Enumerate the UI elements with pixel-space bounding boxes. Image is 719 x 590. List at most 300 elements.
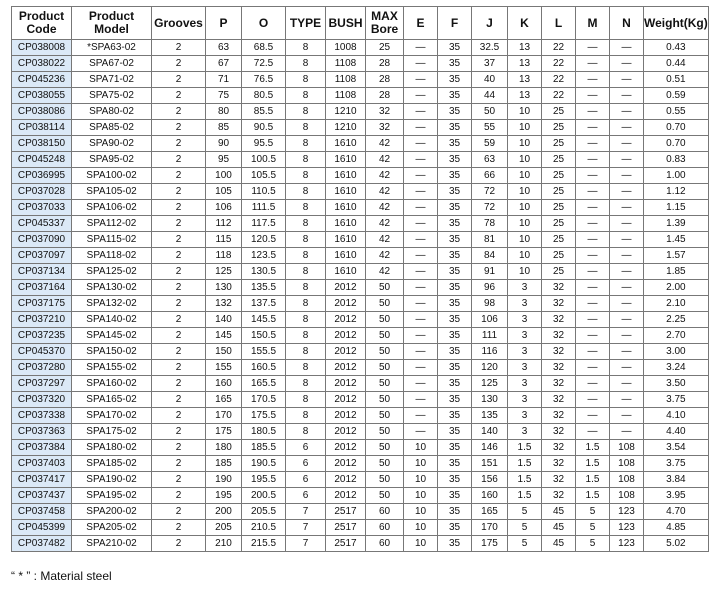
cell-n: —: [610, 104, 644, 120]
cell-max-bore: 50: [366, 440, 404, 456]
cell-bush: 2012: [326, 472, 366, 488]
cell-m: —: [576, 248, 610, 264]
cell-j: 140: [472, 424, 508, 440]
table-row: [12, 104, 709, 120]
cell-l: 25: [542, 120, 576, 136]
cell-e: —: [404, 328, 438, 344]
cell-e: —: [404, 360, 438, 376]
cell-l: 25: [542, 168, 576, 184]
cell-l: 32: [542, 312, 576, 328]
cell-bush: 2012: [326, 328, 366, 344]
cell-n: 123: [610, 504, 644, 520]
cell-grooves: 2: [152, 56, 206, 72]
cell-e: —: [404, 344, 438, 360]
cell-bush: 2012: [326, 360, 366, 376]
cell-grooves: 2: [152, 440, 206, 456]
cell-n: —: [610, 296, 644, 312]
cell-type: 6: [286, 472, 326, 488]
cell-l: 32: [542, 440, 576, 456]
cell-weight: 4.85: [644, 520, 709, 536]
cell-max-bore: 50: [366, 392, 404, 408]
cell-grooves: 2: [152, 120, 206, 136]
cell-k: 10: [508, 232, 542, 248]
cell-type: 6: [286, 456, 326, 472]
cell-j: 116: [472, 344, 508, 360]
cell-n: —: [610, 344, 644, 360]
table-row: [12, 440, 709, 456]
cell-bush: 2517: [326, 504, 366, 520]
cell-n: —: [610, 312, 644, 328]
cell-product-model: SPA67-02: [72, 56, 152, 72]
table-row: [12, 200, 709, 216]
cell-weight: 3.75: [644, 456, 709, 472]
cell-n: —: [610, 200, 644, 216]
cell-m: 1.5: [576, 440, 610, 456]
cell-m: 5: [576, 504, 610, 520]
cell-l: 32: [542, 456, 576, 472]
cell-product-code: CP038022: [12, 56, 72, 72]
cell-k: 10: [508, 184, 542, 200]
cell-k: 1.5: [508, 472, 542, 488]
cell-l: 25: [542, 248, 576, 264]
cell-k: 13: [508, 72, 542, 88]
cell-j: 32.5: [472, 40, 508, 56]
cell-product-model: SPA195-02: [72, 488, 152, 504]
cell-grooves: 2: [152, 376, 206, 392]
cell-m: —: [576, 88, 610, 104]
cell-p: 67: [206, 56, 242, 72]
cell-grooves: 2: [152, 472, 206, 488]
cell-o: 135.5: [242, 280, 286, 296]
table-row: [12, 88, 709, 104]
cell-product-code: CP037320: [12, 392, 72, 408]
cell-j: 81: [472, 232, 508, 248]
cell-f: 35: [438, 152, 472, 168]
cell-type: 8: [286, 72, 326, 88]
cell-k: 10: [508, 152, 542, 168]
cell-l: 32: [542, 296, 576, 312]
cell-grooves: 2: [152, 296, 206, 312]
cell-type: 8: [286, 200, 326, 216]
cell-type: 8: [286, 56, 326, 72]
cell-k: 3: [508, 376, 542, 392]
cell-product-model: SPA105-02: [72, 184, 152, 200]
cell-product-code: CP037028: [12, 184, 72, 200]
cell-p: 105: [206, 184, 242, 200]
cell-l: 32: [542, 328, 576, 344]
cell-l: 32: [542, 424, 576, 440]
cell-bush: 1610: [326, 168, 366, 184]
table-row: [12, 296, 709, 312]
cell-p: 71: [206, 72, 242, 88]
cell-grooves: 2: [152, 408, 206, 424]
cell-n: —: [610, 376, 644, 392]
cell-e: —: [404, 376, 438, 392]
cell-n: —: [610, 120, 644, 136]
table-row: [12, 168, 709, 184]
cell-m: —: [576, 328, 610, 344]
table-row: [12, 184, 709, 200]
cell-bush: 2012: [326, 440, 366, 456]
cell-e: —: [404, 40, 438, 56]
cell-o: 200.5: [242, 488, 286, 504]
cell-grooves: 2: [152, 88, 206, 104]
cell-weight: 3.50: [644, 376, 709, 392]
cell-j: 63: [472, 152, 508, 168]
table-row: [12, 328, 709, 344]
cell-j: 111: [472, 328, 508, 344]
cell-m: —: [576, 56, 610, 72]
cell-grooves: 2: [152, 72, 206, 88]
cell-product-code: CP045248: [12, 152, 72, 168]
cell-weight: 3.84: [644, 472, 709, 488]
cell-f: 35: [438, 120, 472, 136]
cell-m: —: [576, 200, 610, 216]
cell-product-code: CP045236: [12, 72, 72, 88]
table-header-row: [12, 7, 709, 40]
cell-f: 35: [438, 88, 472, 104]
cell-p: 75: [206, 88, 242, 104]
cell-l: 32: [542, 472, 576, 488]
cell-grooves: 2: [152, 344, 206, 360]
header-product-code: Product Code: [12, 7, 72, 40]
cell-weight: 2.25: [644, 312, 709, 328]
cell-type: 8: [286, 120, 326, 136]
cell-product-model: SPA125-02: [72, 264, 152, 280]
cell-l: 45: [542, 520, 576, 536]
cell-o: 137.5: [242, 296, 286, 312]
cell-m: —: [576, 360, 610, 376]
cell-m: 1.5: [576, 472, 610, 488]
cell-bush: 1108: [326, 72, 366, 88]
cell-product-model: SPA112-02: [72, 216, 152, 232]
cell-l: 32: [542, 488, 576, 504]
cell-f: 35: [438, 456, 472, 472]
cell-weight: 1.45: [644, 232, 709, 248]
cell-p: 85: [206, 120, 242, 136]
cell-grooves: 2: [152, 504, 206, 520]
cell-j: 72: [472, 184, 508, 200]
cell-type: 7: [286, 536, 326, 552]
header-m: M: [576, 7, 610, 40]
cell-n: —: [610, 232, 644, 248]
cell-max-bore: 28: [366, 88, 404, 104]
cell-n: —: [610, 136, 644, 152]
cell-f: 35: [438, 264, 472, 280]
cell-f: 35: [438, 104, 472, 120]
cell-p: 100: [206, 168, 242, 184]
cell-e: —: [404, 248, 438, 264]
cell-e: 10: [404, 488, 438, 504]
cell-n: —: [610, 248, 644, 264]
cell-p: 106: [206, 200, 242, 216]
cell-l: 22: [542, 40, 576, 56]
table-row: [12, 152, 709, 168]
cell-e: —: [404, 200, 438, 216]
cell-type: 8: [286, 248, 326, 264]
cell-max-bore: 50: [366, 376, 404, 392]
cell-max-bore: 32: [366, 120, 404, 136]
cell-o: 180.5: [242, 424, 286, 440]
cell-e: 10: [404, 440, 438, 456]
cell-weight: 3.75: [644, 392, 709, 408]
footnote: “ * ” : Material steel: [11, 569, 112, 583]
header-f: F: [438, 7, 472, 40]
cell-p: 130: [206, 280, 242, 296]
cell-product-code: CP037403: [12, 456, 72, 472]
cell-l: 32: [542, 280, 576, 296]
cell-bush: 2517: [326, 520, 366, 536]
cell-bush: 2012: [326, 312, 366, 328]
cell-j: 120: [472, 360, 508, 376]
cell-product-model: *SPA63-02: [72, 40, 152, 56]
cell-e: 10: [404, 472, 438, 488]
cell-product-model: SPA180-02: [72, 440, 152, 456]
cell-weight: 3.00: [644, 344, 709, 360]
cell-weight: 1.12: [644, 184, 709, 200]
cell-bush: 1610: [326, 264, 366, 280]
cell-l: 32: [542, 408, 576, 424]
table-row: [12, 424, 709, 440]
cell-p: 80: [206, 104, 242, 120]
cell-max-bore: 32: [366, 104, 404, 120]
cell-l: 32: [542, 376, 576, 392]
cell-e: —: [404, 232, 438, 248]
cell-product-code: CP037297: [12, 376, 72, 392]
cell-m: —: [576, 424, 610, 440]
cell-e: —: [404, 280, 438, 296]
cell-product-model: SPA205-02: [72, 520, 152, 536]
cell-type: 8: [286, 88, 326, 104]
cell-p: 95: [206, 152, 242, 168]
cell-weight: 1.39: [644, 216, 709, 232]
cell-j: 170: [472, 520, 508, 536]
cell-j: 98: [472, 296, 508, 312]
cell-j: 151: [472, 456, 508, 472]
cell-o: 160.5: [242, 360, 286, 376]
cell-o: 120.5: [242, 232, 286, 248]
cell-m: —: [576, 184, 610, 200]
cell-j: 40: [472, 72, 508, 88]
cell-grooves: 2: [152, 280, 206, 296]
cell-o: 123.5: [242, 248, 286, 264]
cell-max-bore: 50: [366, 472, 404, 488]
cell-f: 35: [438, 200, 472, 216]
cell-p: 160: [206, 376, 242, 392]
cell-max-bore: 42: [366, 168, 404, 184]
cell-product-model: SPA100-02: [72, 168, 152, 184]
cell-m: 1.5: [576, 488, 610, 504]
cell-o: 175.5: [242, 408, 286, 424]
cell-product-model: SPA130-02: [72, 280, 152, 296]
cell-n: 108: [610, 456, 644, 472]
cell-o: 130.5: [242, 264, 286, 280]
cell-j: 175: [472, 536, 508, 552]
cell-f: 35: [438, 504, 472, 520]
cell-l: 32: [542, 360, 576, 376]
cell-bush: 1610: [326, 136, 366, 152]
cell-n: —: [610, 184, 644, 200]
cell-type: 8: [286, 264, 326, 280]
cell-o: 150.5: [242, 328, 286, 344]
cell-p: 132: [206, 296, 242, 312]
cell-f: 35: [438, 296, 472, 312]
cell-f: 35: [438, 392, 472, 408]
cell-p: 145: [206, 328, 242, 344]
cell-grooves: 2: [152, 520, 206, 536]
cell-type: 8: [286, 168, 326, 184]
table-row: [12, 312, 709, 328]
table-row: [12, 344, 709, 360]
cell-o: 205.5: [242, 504, 286, 520]
cell-l: 25: [542, 200, 576, 216]
cell-l: 25: [542, 184, 576, 200]
cell-p: 195: [206, 488, 242, 504]
cell-product-code: CP038008: [12, 40, 72, 56]
cell-bush: 1108: [326, 56, 366, 72]
cell-max-bore: 50: [366, 488, 404, 504]
cell-o: 100.5: [242, 152, 286, 168]
table-row: [12, 40, 709, 56]
cell-max-bore: 50: [366, 456, 404, 472]
cell-f: 35: [438, 312, 472, 328]
cell-m: —: [576, 408, 610, 424]
cell-grooves: 2: [152, 136, 206, 152]
cell-bush: 2012: [326, 456, 366, 472]
cell-grooves: 2: [152, 424, 206, 440]
cell-max-bore: 42: [366, 184, 404, 200]
cell-p: 125: [206, 264, 242, 280]
cell-weight: 1.57: [644, 248, 709, 264]
cell-f: 35: [438, 72, 472, 88]
cell-grooves: 2: [152, 248, 206, 264]
cell-grooves: 2: [152, 184, 206, 200]
cell-n: —: [610, 216, 644, 232]
cell-k: 3: [508, 328, 542, 344]
cell-type: 6: [286, 440, 326, 456]
cell-bush: 2012: [326, 376, 366, 392]
cell-max-bore: 60: [366, 504, 404, 520]
cell-product-code: CP037090: [12, 232, 72, 248]
cell-l: 25: [542, 232, 576, 248]
cell-p: 140: [206, 312, 242, 328]
cell-type: 8: [286, 104, 326, 120]
cell-weight: 1.15: [644, 200, 709, 216]
cell-bush: 2012: [326, 280, 366, 296]
table-row: [12, 120, 709, 136]
cell-product-model: SPA185-02: [72, 456, 152, 472]
cell-product-code: CP045370: [12, 344, 72, 360]
cell-type: 8: [286, 376, 326, 392]
cell-product-code: CP037175: [12, 296, 72, 312]
cell-grooves: 2: [152, 168, 206, 184]
cell-m: —: [576, 152, 610, 168]
cell-product-code: CP037384: [12, 440, 72, 456]
cell-l: 32: [542, 392, 576, 408]
header-bush: BUSH: [326, 7, 366, 40]
cell-k: 5: [508, 520, 542, 536]
cell-bush: 1610: [326, 200, 366, 216]
cell-k: 10: [508, 264, 542, 280]
cell-product-model: SPA155-02: [72, 360, 152, 376]
cell-n: —: [610, 88, 644, 104]
cell-type: 6: [286, 488, 326, 504]
cell-f: 35: [438, 360, 472, 376]
cell-product-code: CP037458: [12, 504, 72, 520]
cell-e: 10: [404, 456, 438, 472]
cell-f: 35: [438, 280, 472, 296]
table-row: [12, 472, 709, 488]
cell-max-bore: 28: [366, 56, 404, 72]
cell-j: 59: [472, 136, 508, 152]
table-row: [12, 360, 709, 376]
cell-k: 3: [508, 312, 542, 328]
cell-max-bore: 42: [366, 264, 404, 280]
cell-max-bore: 50: [366, 312, 404, 328]
cell-e: —: [404, 312, 438, 328]
cell-m: 5: [576, 536, 610, 552]
cell-max-bore: 50: [366, 296, 404, 312]
cell-n: 108: [610, 472, 644, 488]
cell-o: 185.5: [242, 440, 286, 456]
header-p: P: [206, 7, 242, 40]
cell-o: 210.5: [242, 520, 286, 536]
cell-n: 108: [610, 488, 644, 504]
cell-grooves: 2: [152, 152, 206, 168]
cell-type: 8: [286, 392, 326, 408]
cell-k: 1.5: [508, 456, 542, 472]
cell-p: 180: [206, 440, 242, 456]
cell-weight: 1.85: [644, 264, 709, 280]
cell-product-code: CP037210: [12, 312, 72, 328]
cell-product-model: SPA71-02: [72, 72, 152, 88]
cell-grooves: 2: [152, 264, 206, 280]
cell-k: 10: [508, 168, 542, 184]
cell-o: 145.5: [242, 312, 286, 328]
table-row: [12, 248, 709, 264]
table-row: [12, 264, 709, 280]
cell-j: 55: [472, 120, 508, 136]
cell-product-code: CP037437: [12, 488, 72, 504]
table-row: [12, 56, 709, 72]
cell-product-model: SPA140-02: [72, 312, 152, 328]
cell-o: 95.5: [242, 136, 286, 152]
cell-m: —: [576, 376, 610, 392]
cell-max-bore: 25: [366, 40, 404, 56]
cell-n: —: [610, 56, 644, 72]
cell-m: —: [576, 232, 610, 248]
cell-k: 3: [508, 360, 542, 376]
cell-product-code: CP037363: [12, 424, 72, 440]
cell-p: 205: [206, 520, 242, 536]
cell-n: —: [610, 360, 644, 376]
cell-k: 10: [508, 120, 542, 136]
cell-j: 135: [472, 408, 508, 424]
cell-bush: 2012: [326, 344, 366, 360]
cell-m: —: [576, 168, 610, 184]
cell-product-code: CP038055: [12, 88, 72, 104]
cell-j: 96: [472, 280, 508, 296]
cell-m: —: [576, 264, 610, 280]
cell-k: 10: [508, 200, 542, 216]
header-e: E: [404, 7, 438, 40]
cell-m: 1.5: [576, 456, 610, 472]
cell-k: 10: [508, 104, 542, 120]
table-row: [12, 72, 709, 88]
cell-f: 35: [438, 232, 472, 248]
cell-max-bore: 50: [366, 280, 404, 296]
cell-product-model: SPA200-02: [72, 504, 152, 520]
